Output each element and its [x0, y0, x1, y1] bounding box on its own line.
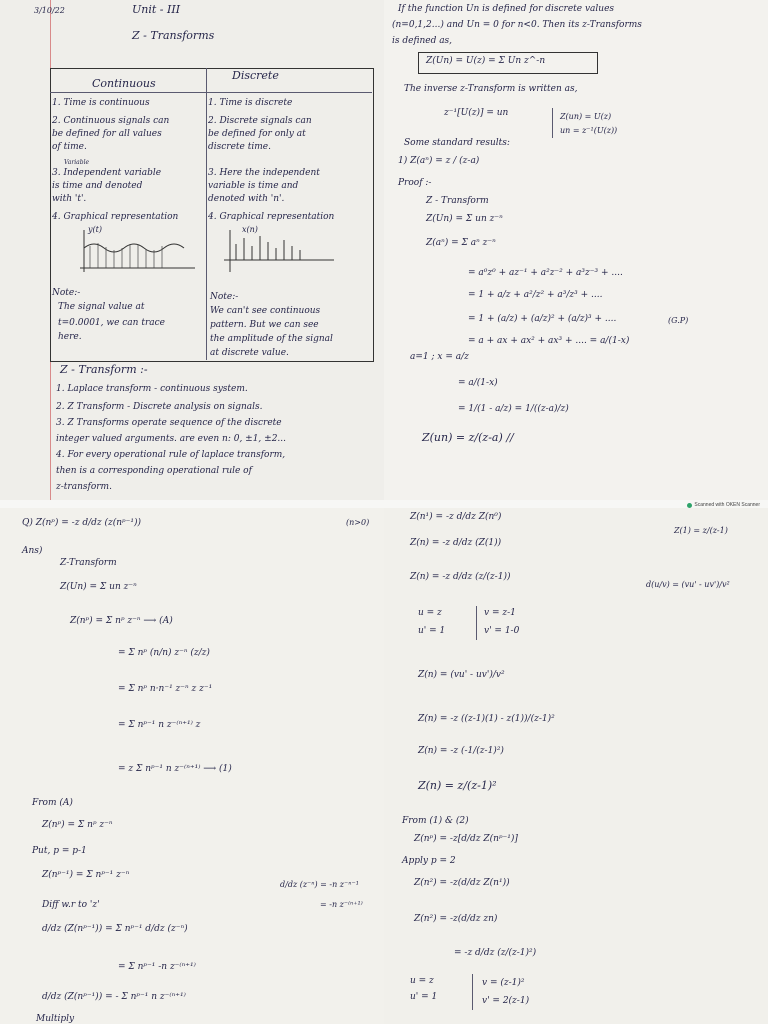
proof-eq-1: Z(Un) = Σ un z⁻ⁿ [426, 214, 503, 224]
z-transform-point-4c: z-transform. [56, 482, 112, 492]
continuous-signal-graph [60, 226, 200, 276]
work-side-1: Z(1) = z/(z-1) [674, 526, 728, 535]
uv-v: v = z-1 [484, 608, 516, 618]
work-eq-11: = -z d/dz (z/(z-1)²) [454, 948, 537, 958]
discrete-point-2a: 2. Discrete signals can [208, 116, 312, 126]
uv2-v: v = (z-1)² [482, 978, 525, 988]
page-title: Z - Transforms [132, 29, 215, 42]
work-eq-6: Z(n) = -z (-1/(z-1)²) [418, 746, 504, 756]
continuous-point-2b: be defined for all values [52, 129, 162, 139]
z-transform-heading: Z - Transform :- [60, 363, 148, 376]
z-transform-point-4b: then is a corresponding operational rule of [56, 466, 252, 476]
answer-eq-5: = Σ nᵖ⁻¹ n z⁻⁽ⁿ⁺¹⁾ z [118, 720, 201, 730]
proof-eq-8: = 1/(1 - a/z) = 1/((z-a)/z) [458, 404, 569, 414]
definition-line-1: If the function Un is defined for discrete values [398, 4, 615, 14]
discrete-point-3b: variable is time and [208, 181, 299, 191]
side-note-2: = -n z⁻⁽ⁿ⁺¹⁾ [320, 900, 363, 909]
answer-eq-2: Z(nᵖ) = Σ nᵖ z⁻ⁿ ⟶ (A) [70, 616, 173, 626]
proof-eq-2: Z(aⁿ) = Σ aⁿ z⁻ⁿ [426, 238, 496, 248]
work-quotient-rule: d(u/v) = (vu' - uv')/v² [646, 580, 730, 589]
note-right-line-3: the amplitude of the signal [210, 334, 333, 344]
discrete-point-1: 1. Time is discrete [208, 98, 293, 108]
uv-u-prime: u' = 1 [418, 626, 446, 636]
z-transform-point-3a: 3. Z Transforms operate sequence of the discrete [56, 418, 282, 428]
notebook-page-proof-n [384, 508, 768, 1024]
discrete-point-3a: 3. Here the independent [208, 168, 320, 178]
proof-eq-5: = 1 + (a/z) + (a/z)² + (a/z)³ + .... [468, 314, 617, 324]
continuous-point-4: 4. Graphical representation [52, 212, 179, 222]
work-eq-7: Z(n) = z/(z-1)² [418, 779, 497, 792]
note-right-line-1: We can't see continuous [210, 306, 321, 316]
answer-eq-3: = Σ nᵖ (n/n) z⁻ⁿ (z/z) [118, 648, 210, 658]
note-right-line-4: at discrete value. [210, 348, 289, 358]
continuous-point-3a: 3. Independent variable [52, 168, 162, 178]
scanner-logo-icon [687, 503, 692, 508]
table-header-rule [50, 92, 372, 93]
result-1: 1) Z(aⁿ) = z / (z-a) [398, 156, 480, 166]
note-left-line-1: The signal value at [58, 302, 145, 312]
table-divider [206, 68, 207, 360]
proof-gp-tag: (G.P) [668, 316, 689, 325]
uv2-v-prime: v' = 2(z-1) [482, 996, 530, 1006]
z-transform-point-1: 1. Laplace transform - continuous system. [56, 384, 248, 394]
inverse-heading: The inverse z-Transform is written as, [404, 84, 578, 94]
proof-z-transform-label: Z - Transform [426, 196, 489, 206]
answer-eq-11: d/dz (Z(nᵖ⁻¹)) = - Σ nᵖ⁻¹ n z⁻⁽ⁿ⁺¹⁾ [42, 992, 186, 1002]
answer-eq-4: = Σ nᵖ n·n⁻¹ z⁻ⁿ z z⁻¹ [118, 684, 213, 694]
proof-result: Z(un) = z/(z-a) // [422, 431, 514, 444]
answer-eq-1: Z(Un) = Σ un z⁻ⁿ [60, 582, 137, 592]
discrete-point-2c: discrete time. [208, 142, 271, 152]
multiply-label: Multiply [36, 1014, 75, 1024]
scanner-label: Scanned with OKEN Scanner [694, 502, 760, 508]
notebook-page-definition [384, 0, 768, 500]
note-left-line-2: t=0.0001, we can trace [58, 318, 165, 328]
z-transform-point-2: 2. Z Transform - Discrete analysis on signals. [56, 402, 263, 412]
put-label: Put, p = p-1 [32, 846, 87, 856]
answer-eq-7: Z(nᵖ) = Σ nᵖ z⁻ⁿ [42, 820, 113, 830]
continuous-point-2c: of time. [52, 142, 87, 152]
continuous-graph-axis-label: y(t) [88, 225, 102, 234]
continuous-point-2a: 2. Continuous signals can [52, 116, 170, 126]
continuous-point-1: 1. Time is continuous [52, 98, 150, 108]
from-a-label: From (A) [32, 798, 73, 808]
proof-heading: Proof :- [398, 178, 432, 188]
unit-heading: Unit - III [132, 3, 181, 16]
z-transform-point-3b: integer valued arguments. are even n: 0, ±1, ±2... [56, 434, 287, 444]
uv-divider-1 [476, 606, 477, 640]
work-eq-9: Z(n²) = -z(d/dz Z(n¹)) [414, 878, 510, 888]
question-tag: (n>0) [346, 518, 370, 527]
definition-line-2: (n=0,1,2...) and Un = 0 for n<0. Then its z-Transforms [392, 20, 642, 30]
discrete-graph-axis-label: x(n) [242, 225, 258, 234]
work-eq-10: Z(n²) = -z(d/dz zn) [414, 914, 498, 924]
continuous-point-3-tag: Variable [64, 159, 90, 166]
uv2-u-prime: u' = 1 [410, 992, 438, 1002]
uv-u: u = z [418, 608, 442, 618]
note-left-heading: Note:- [52, 288, 81, 298]
proof-eq-4: = 1 + a/z + a²/z² + a³/z³ + .... [468, 290, 603, 300]
notebook-page-proof-np [0, 508, 384, 1024]
apply-label: Apply p = 2 [402, 856, 456, 866]
side-note-1: d/dz (z⁻ⁿ) = -n z⁻ⁿ⁻¹ [280, 880, 359, 889]
answer-eq-10: = Σ nᵖ⁻¹ -n z⁻⁽ⁿ⁺¹⁾ [118, 962, 196, 972]
proof-eq-7: = a/(1-x) [458, 378, 498, 388]
answer-eq-8: Z(nᵖ⁻¹) = Σ nᵖ⁻¹ z⁻ⁿ [42, 870, 130, 880]
uv2-u: u = z [410, 976, 434, 986]
discrete-point-4: 4. Graphical representation [208, 212, 335, 222]
continuous-point-3c: with 't'. [52, 194, 87, 204]
answer-eq-9: d/dz (Z(nᵖ⁻¹)) = Σ nᵖ⁻¹ d/dz (z⁻ⁿ) [42, 924, 188, 934]
from-1-2-label: From (1) & (2) [402, 816, 469, 826]
work-eq-8: Z(nᵖ) = -z[d/dz Z(nᵖ⁻¹)] [414, 834, 518, 844]
uv-divider-2 [472, 974, 473, 1010]
diff-label: Diff w.r to 'z' [42, 900, 100, 910]
scan-gutter [0, 500, 768, 508]
inverse-divider [552, 108, 553, 138]
work-eq-2: Z(n) = -z d/dz (Z(1)) [410, 538, 502, 548]
inverse-note-1: Z(un) = U(z) [560, 112, 612, 121]
note-left-line-3: here. [58, 332, 82, 342]
question-line: Q) Z(nᵖ) = -z d/dz (z(nᵖ⁻¹)) [22, 518, 142, 528]
column-header-continuous: Continuous [92, 77, 156, 90]
notebook-page-continuous-vs-discrete [0, 0, 384, 500]
work-eq-5: Z(n) = -z ((z-1)(1) - z(1))/(z-1)² [418, 714, 555, 724]
discrete-point-2b: be defined for only at [208, 129, 306, 139]
note-right-heading: Note:- [210, 292, 239, 302]
z-transform-point-4a: 4. For every operational rule of laplace transform, [56, 450, 286, 460]
proof-substitution: a=1 ; x = a/z [410, 352, 469, 362]
discrete-point-3c: denoted with 'n'. [208, 194, 285, 204]
answer-eq-6: = z Σ nᵖ⁻¹ n z⁻⁽ⁿ⁺¹⁾ ⟶ (1) [118, 764, 232, 774]
standard-results-heading: Some standard results: [404, 138, 510, 148]
answer-label: Ans) [22, 546, 43, 556]
inverse-note-2: un = z⁻¹(U(z)) [560, 126, 618, 135]
note-right-line-2: pattern. But we can see [210, 320, 319, 330]
definition-line-3: is defined as, [392, 36, 453, 46]
proof-eq-6: = a + ax + ax² + ax³ + .... = a/(1-x) [468, 336, 630, 346]
work-eq-4: Z(n) = (vu' - uv')/v² [418, 670, 505, 680]
definition-formula: Z(Un) = U(z) = Σ Un z^-n [426, 56, 546, 66]
answer-z-transform-label: Z-Transform [60, 558, 117, 568]
inverse-formula: z⁻¹[U(z)] = un [444, 108, 509, 118]
page-date: 3/10/22 [34, 6, 65, 15]
work-eq-1: Z(n¹) = -z d/dz Z(n⁰) [410, 512, 502, 522]
uv-v-prime: v' = 1-0 [484, 626, 520, 636]
work-eq-3: Z(n) = -z d/dz (z/(z-1)) [410, 572, 511, 582]
continuous-point-3b: is time and denoted [52, 181, 143, 191]
discrete-signal-graph [214, 226, 354, 276]
column-header-discrete: Discrete [232, 69, 279, 82]
proof-eq-3: = a⁰z⁰ + az⁻¹ + a²z⁻² + a³z⁻³ + .... [468, 268, 623, 278]
